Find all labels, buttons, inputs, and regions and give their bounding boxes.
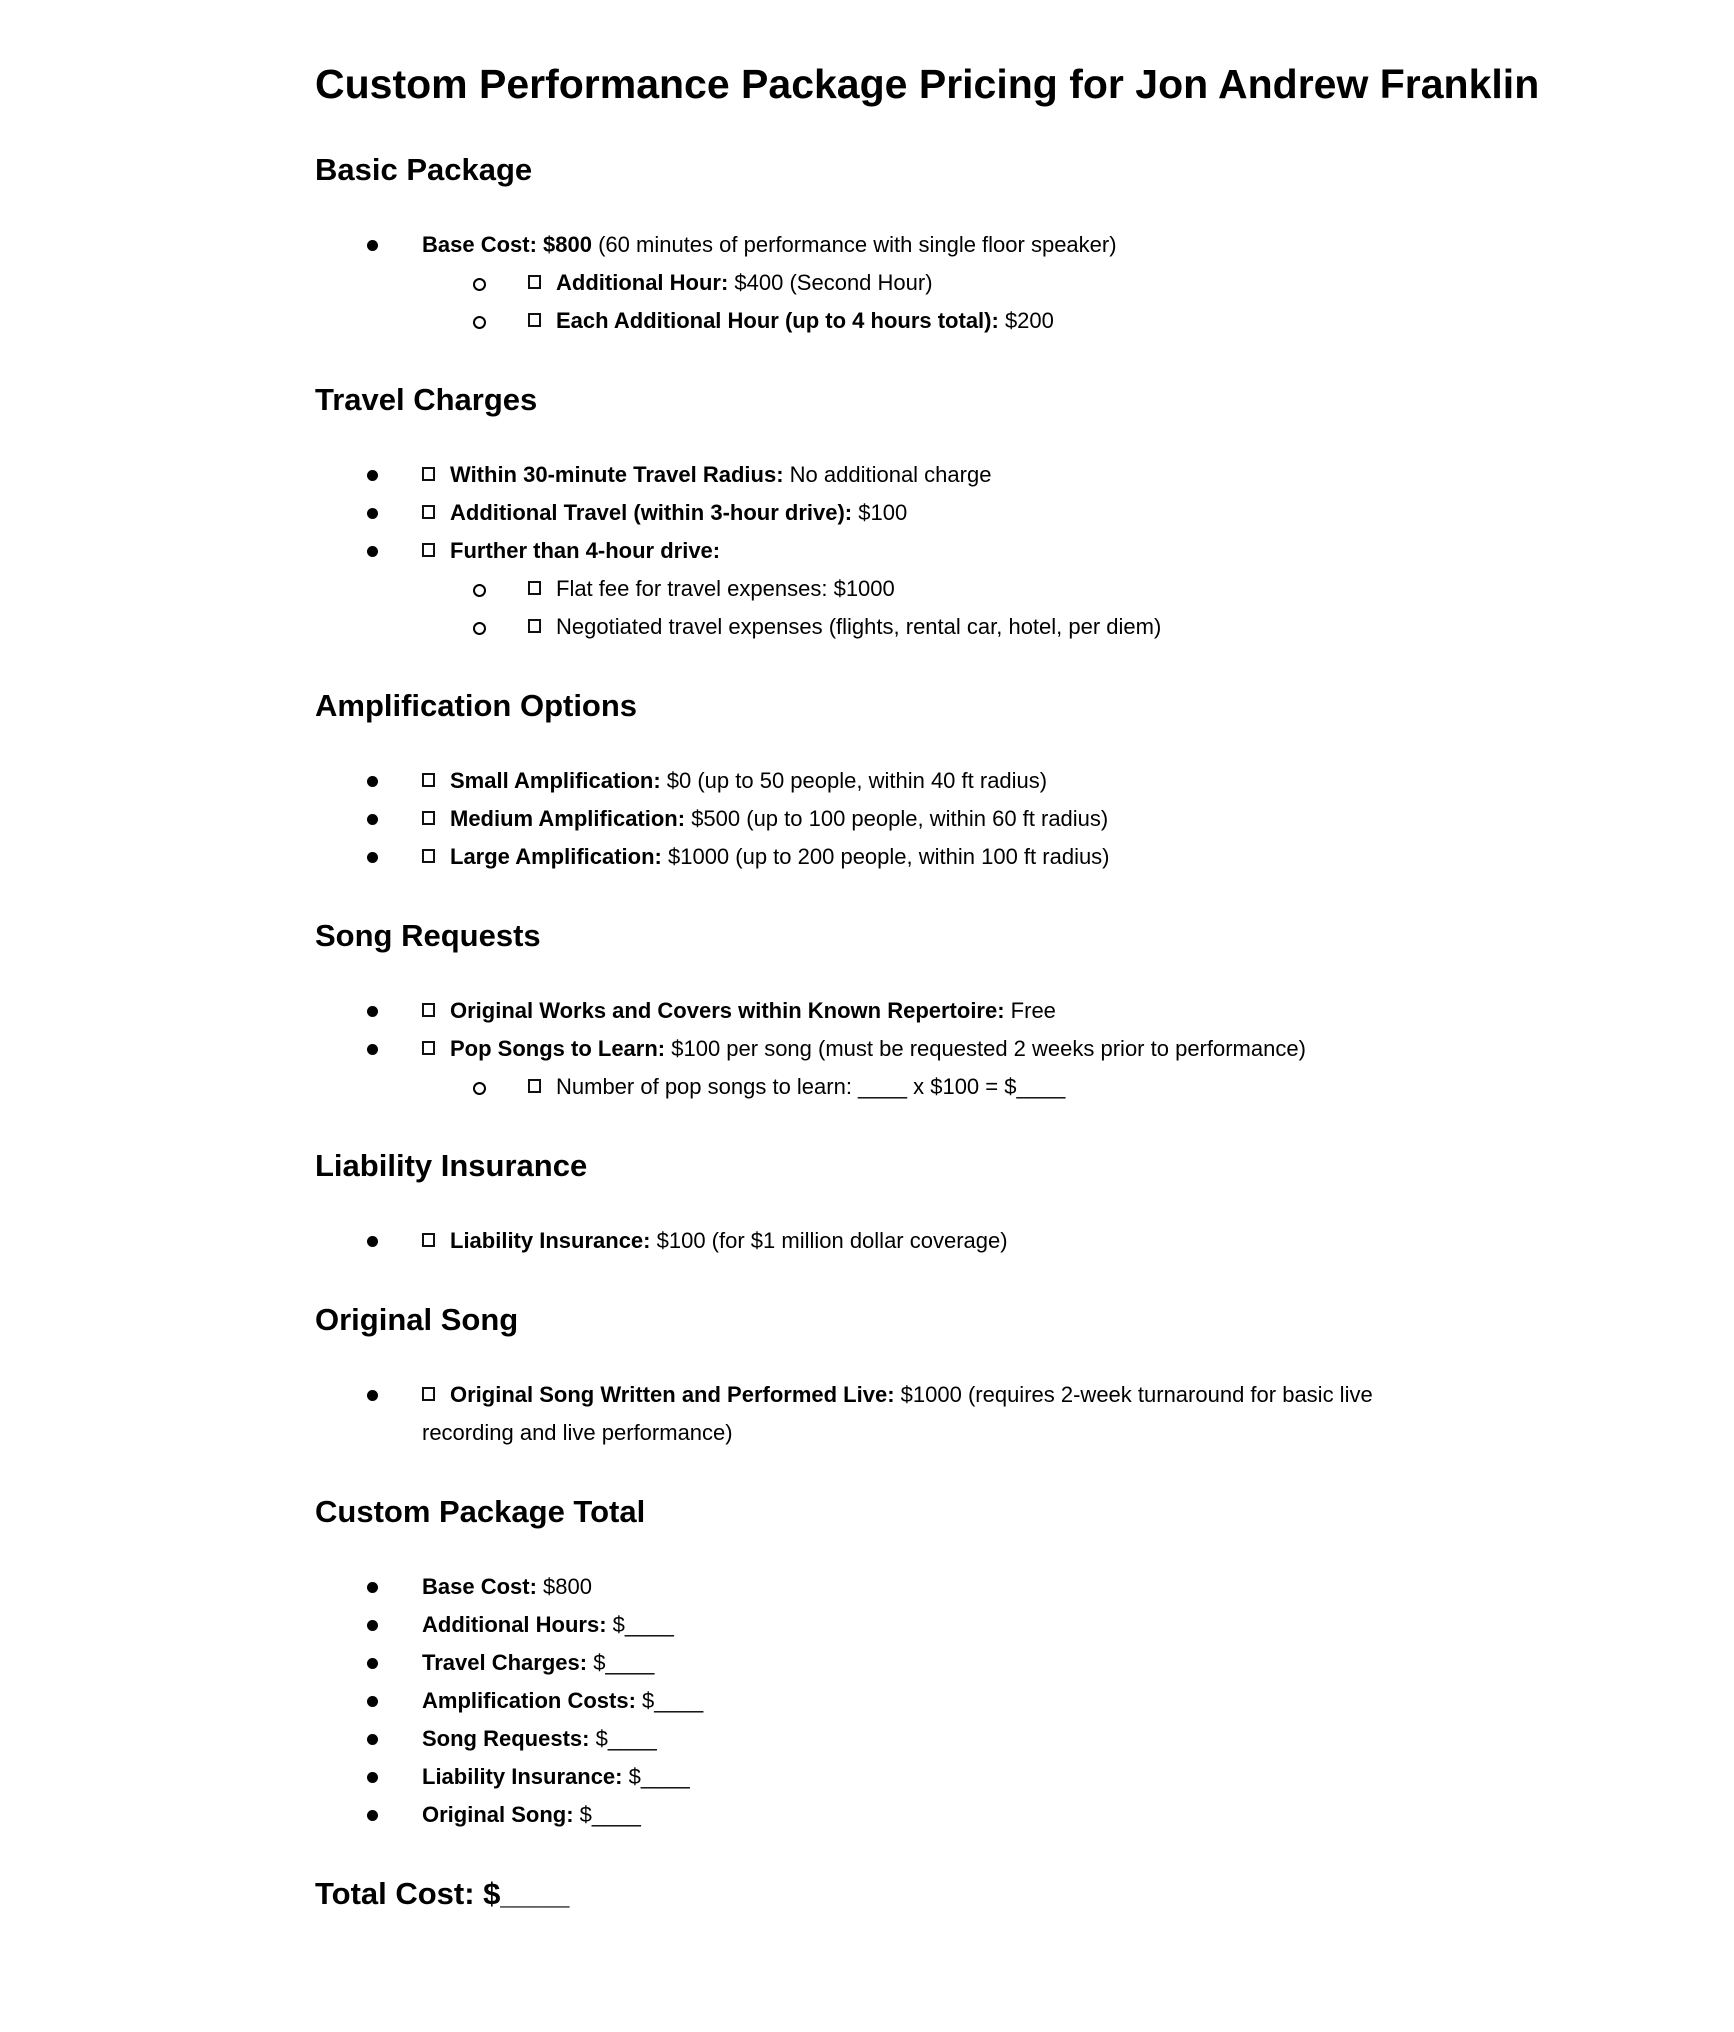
- checkbox-icon[interactable]: [422, 1041, 435, 1055]
- checkbox-icon[interactable]: [528, 1079, 541, 1093]
- item-bold-label: Liability Insurance:: [450, 1228, 651, 1253]
- checkbox-icon[interactable]: [422, 505, 435, 519]
- item-text: [422, 232, 1117, 257]
- bullet-dot-icon: [367, 546, 378, 557]
- bullet-circle-icon: [473, 584, 486, 597]
- list-item: [315, 264, 1395, 302]
- list-item: [315, 1606, 1395, 1644]
- item-bold-label: Original Works and Covers within Known Repertoire:: [450, 998, 1005, 1023]
- checkbox-icon[interactable]: [422, 849, 435, 863]
- list-item: [315, 1720, 1395, 1758]
- bullet-circle-icon: [473, 316, 486, 329]
- item-text: [422, 1726, 657, 1751]
- item-bold-label: Original Song:: [422, 1802, 574, 1827]
- heading-basic-package: Basic Package: [315, 152, 533, 187]
- bullet-dot-icon: [367, 1810, 378, 1821]
- custom-package-total-list: [315, 1568, 1395, 1834]
- checkbox-icon[interactable]: [528, 275, 541, 289]
- item-text: [556, 270, 933, 295]
- bullet-dot-icon: [367, 1772, 378, 1783]
- total-cost-line: Total Cost: $____: [315, 1876, 570, 1911]
- list-item: [315, 302, 1395, 340]
- bullet-dot-icon: [367, 776, 378, 787]
- item-text: [422, 1612, 674, 1637]
- item-rest: $800: [536, 1574, 592, 1599]
- list-item: [315, 1222, 1395, 1260]
- item-text: [422, 1764, 690, 1789]
- item-bold-label: Additional Hour:: [556, 270, 729, 295]
- item-rest: No additional charge: [783, 462, 992, 487]
- bullet-dot-icon: [367, 1658, 378, 1669]
- item-text: [422, 1650, 654, 1675]
- item-rest: Number of pop songs to learn: ____ x $100 = $____: [556, 1074, 1066, 1099]
- bullet-dot-icon: [367, 1734, 378, 1745]
- item-bold-label: Small Amplification:: [450, 768, 661, 793]
- travel-charges-list: [315, 456, 1395, 646]
- item-bold-label: Base Cost:: [422, 1574, 537, 1599]
- checkbox-icon[interactable]: [422, 811, 435, 825]
- bullet-dot-icon: [367, 814, 378, 825]
- item-bold-label: Amplification Costs:: [422, 1688, 636, 1713]
- checkbox-icon[interactable]: [422, 1387, 435, 1401]
- list-item: [315, 838, 1395, 876]
- list-item: [315, 1068, 1395, 1106]
- heading-amplification-options: Amplification Options: [315, 688, 638, 723]
- checkbox-icon[interactable]: [422, 543, 435, 557]
- item-text: [450, 806, 1108, 831]
- list-item: [315, 1376, 1395, 1452]
- heading-song-requests: Song Requests: [315, 918, 541, 953]
- item-text: [450, 844, 1110, 869]
- item-text: [450, 1228, 1008, 1253]
- checkbox-icon[interactable]: [528, 313, 541, 327]
- list-item: [315, 1796, 1395, 1834]
- bullet-dot-icon: [367, 470, 378, 481]
- item-text: [450, 500, 907, 525]
- item-text: [450, 538, 720, 563]
- item-bold-label: Additional Hours:: [422, 1612, 607, 1637]
- item-bold-label: Original Song Written and Performed Live:: [450, 1382, 895, 1407]
- list-item: [315, 1644, 1395, 1682]
- item-rest: $400 (Second Hour): [728, 270, 933, 295]
- bullet-dot-icon: [367, 1620, 378, 1631]
- list-item: [315, 1682, 1395, 1720]
- amplification-options-list: [315, 762, 1395, 876]
- item-bold-label: Base Cost: $800: [422, 232, 592, 257]
- checkbox-icon[interactable]: [528, 619, 541, 633]
- item-rest: $100 per song (must be requested 2 weeks prior to performance): [665, 1036, 1306, 1061]
- song-requests-list: [315, 992, 1395, 1106]
- list-item: [315, 1030, 1395, 1068]
- item-text: [556, 308, 1054, 333]
- list-item: [315, 992, 1395, 1030]
- original-song-list: [315, 1376, 1395, 1452]
- item-rest: $100 (for $1 million dollar coverage): [650, 1228, 1008, 1253]
- bullet-dot-icon: [367, 1390, 378, 1401]
- list-item: [315, 570, 1395, 608]
- item-text: [450, 998, 1056, 1023]
- item-bold-label: Medium Amplification:: [450, 806, 686, 831]
- item-rest: $0 (up to 50 people, within 40 ft radius): [660, 768, 1048, 793]
- item-bold-label: Further than 4-hour drive:: [450, 538, 721, 563]
- item-text: [422, 1802, 641, 1827]
- page-title: Custom Performance Package Pricing for Jon Andrew Franklin: [315, 61, 1540, 107]
- item-rest: $1000 (requires 2-week turnaround for basic live recording and live performance): [422, 1382, 1373, 1445]
- list-item: [315, 226, 1395, 264]
- checkbox-icon[interactable]: [422, 1003, 435, 1017]
- item-rest: $____: [589, 1726, 657, 1751]
- bullet-dot-icon: [367, 1582, 378, 1593]
- item-bold-label: Additional Travel (within 3-hour drive):: [450, 500, 853, 525]
- item-rest: $1000 (up to 200 people, within 100 ft radius): [661, 844, 1110, 869]
- item-bold-label: Liability Insurance:: [422, 1764, 623, 1789]
- heading-travel-charges: Travel Charges: [315, 382, 538, 417]
- bullet-dot-icon: [367, 1006, 378, 1017]
- heading-liability-insurance: Liability Insurance: [315, 1148, 588, 1183]
- item-text: [556, 1074, 1065, 1099]
- item-text: [422, 1574, 592, 1599]
- list-item: [315, 456, 1395, 494]
- bullet-dot-icon: [367, 852, 378, 863]
- heading-original-song: Original Song: [315, 1302, 519, 1337]
- list-item: [315, 532, 1395, 570]
- item-rest: $____: [635, 1688, 704, 1713]
- item-text: [422, 1382, 1373, 1445]
- list-item: [315, 1568, 1395, 1606]
- bullet-dot-icon: [367, 1236, 378, 1247]
- list-item: [315, 1758, 1395, 1796]
- checkbox-icon[interactable]: [422, 467, 435, 481]
- item-rest: Free: [1004, 998, 1056, 1023]
- list-item: [315, 494, 1395, 532]
- bullet-dot-icon: [367, 240, 378, 251]
- checkbox-icon[interactable]: [528, 581, 541, 595]
- item-rest: $100: [852, 500, 908, 525]
- item-bold-label: Song Requests:: [422, 1726, 590, 1751]
- item-rest: (60 minutes of performance with single floor speaker): [591, 232, 1117, 257]
- list-item: [315, 762, 1395, 800]
- bullet-circle-icon: [473, 278, 486, 291]
- item-bold-label: Each Additional Hour (up to 4 hours total):: [556, 308, 999, 333]
- checkbox-icon[interactable]: [422, 1233, 435, 1247]
- heading-custom-package-total: Custom Package Total: [315, 1494, 646, 1529]
- item-rest: $500 (up to 100 people, within 60 ft radius): [685, 806, 1109, 831]
- item-rest: $200: [998, 308, 1054, 333]
- bullet-circle-icon: [473, 1082, 486, 1095]
- item-rest: $____: [573, 1802, 641, 1827]
- item-bold-label: Large Amplification:: [450, 844, 662, 869]
- list-item: [315, 608, 1395, 646]
- item-rest: Flat fee for travel expenses: $1000: [556, 576, 895, 601]
- bullet-dot-icon: [367, 1044, 378, 1055]
- item-text: [422, 1688, 703, 1713]
- item-text: [450, 462, 991, 487]
- basic-package-list: [315, 226, 1395, 340]
- item-text: [450, 768, 1047, 793]
- item-text: [556, 614, 1161, 639]
- item-text: [556, 576, 895, 601]
- item-rest: Negotiated travel expenses (flights, rental car, hotel, per diem): [556, 614, 1162, 639]
- checkbox-icon[interactable]: [422, 773, 435, 787]
- bullet-circle-icon: [473, 622, 486, 635]
- item-rest: $____: [606, 1612, 674, 1637]
- list-item: [315, 800, 1395, 838]
- liability-insurance-list: [315, 1222, 1395, 1260]
- bullet-dot-icon: [367, 1696, 378, 1707]
- item-bold-label: Travel Charges:: [422, 1650, 588, 1675]
- bullet-dot-icon: [367, 508, 378, 519]
- item-rest: $____: [622, 1764, 690, 1789]
- item-bold-label: Within 30-minute Travel Radius:: [450, 462, 784, 487]
- item-text: [450, 1036, 1306, 1061]
- item-rest: $____: [587, 1650, 655, 1675]
- item-bold-label: Pop Songs to Learn:: [450, 1036, 666, 1061]
